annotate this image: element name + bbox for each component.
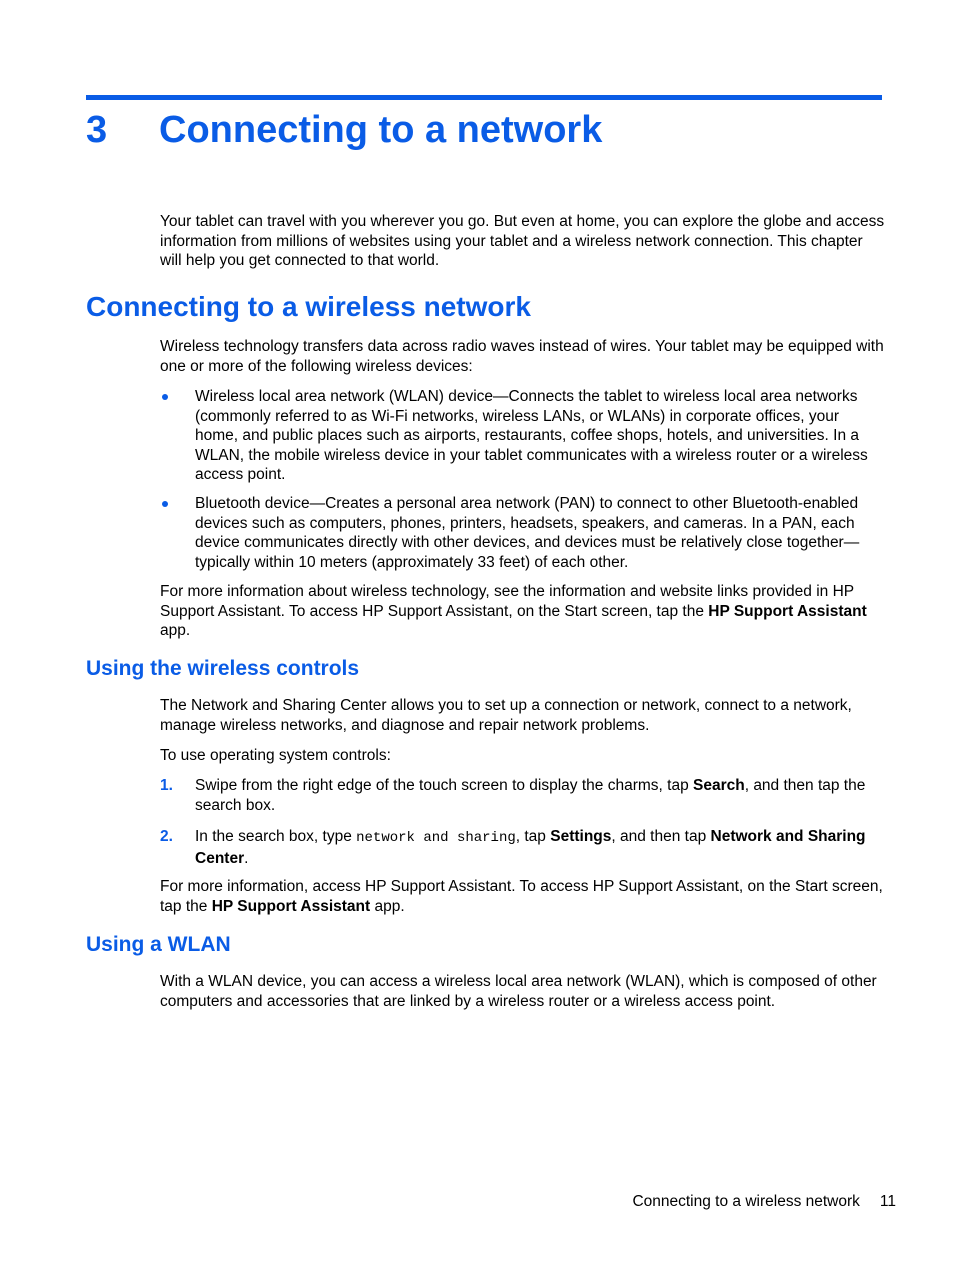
bullet-icon [162,394,168,400]
chapter-heading [86,104,602,156]
bullet-icon [162,501,168,507]
page-number: 11 [879,1193,896,1210]
controls-instruction: To use operating system controls: [160,747,391,764]
chapter-intro: Your tablet can travel with you wherever you go. But even at home, you can explore the globe and access information from millions of websites using your tablet and a wireless network connection. This chapter will help you get connected to that world. [160,213,885,269]
controls-intro: The Network and Sharing Center allows you to set up a connection or network, connect to a network, manage wireless networks, and diagnose and repair network problems. [160,697,852,734]
chapter-rule [86,95,882,100]
wlan-paragraph: With a WLAN device, you can access a wireless local area network (WLAN), which is composed of other computers and accessories that are linked by a wireless router or a wireless access point. [160,973,877,1010]
step-item [160,776,885,815]
subsection-heading-wlan: Using a WLAN [86,933,231,956]
wireless-more-info: For more information about wireless technology, see the information and website links provided in HP Support Assistant. To access HP Support Assistant, on the Start screen, tap the HP Support Assistant app. [160,583,867,639]
step-text: Swipe from the right edge of the touch screen to display the charms, tap Search, and then tap the search box. [195,777,866,814]
bullet-text-bluetooth: Bluetooth device—Creates a personal area network (PAN) to connect to other Bluetooth-enabled devices such as computers, phones, printers, headsets, speakers, and cameras. In a PAN, each device communicates directly with other devices, and devices must be relatively close together—typically within 10 meters (approximately 33 feet) of each other. [195,495,860,571]
section-heading-wireless-network: Connecting to a wireless network [86,291,531,322]
command-text: network and sharing [356,830,516,846]
step-number: 1. [160,777,173,794]
list-item [160,494,885,572]
chapter-number: 3 [86,109,108,151]
controls-more-info: For more information, access HP Support Assistant. To access HP Support Assistant, on the Start screen, tap the HP Support Assistant app. [160,878,883,915]
page-footer [632,1192,896,1211]
bullet-text-wlan: Wireless local area network (WLAN) device—Connects the tablet to wireless local area networks (commonly referred to as Wi-Fi networks, wireless LANs, or WLANs) in corporate offices, your home, and public places such as airports, restaurants, coffee shops, hotels, and universities. In a WLAN, the mobile wireless device in your tablet communicates with a wireless router or a wireless access point. [195,388,868,483]
step-number: 2. [160,828,173,845]
step-text: In the search box, type network and sharing, tap Settings, and then tap Network and Sharing Center. [195,828,866,867]
section-intro: Wireless technology transfers data across radio waves instead of wires. Your tablet may be equipped with one or more of the following wireless devices: [160,338,884,375]
subsection-heading-wireless-controls: Using the wireless controls [86,657,360,680]
chapter-title: Connecting to a network [159,109,603,151]
footer-title: Connecting to a wireless network [632,1193,860,1210]
step-item [160,827,885,868]
list-item [160,387,885,485]
